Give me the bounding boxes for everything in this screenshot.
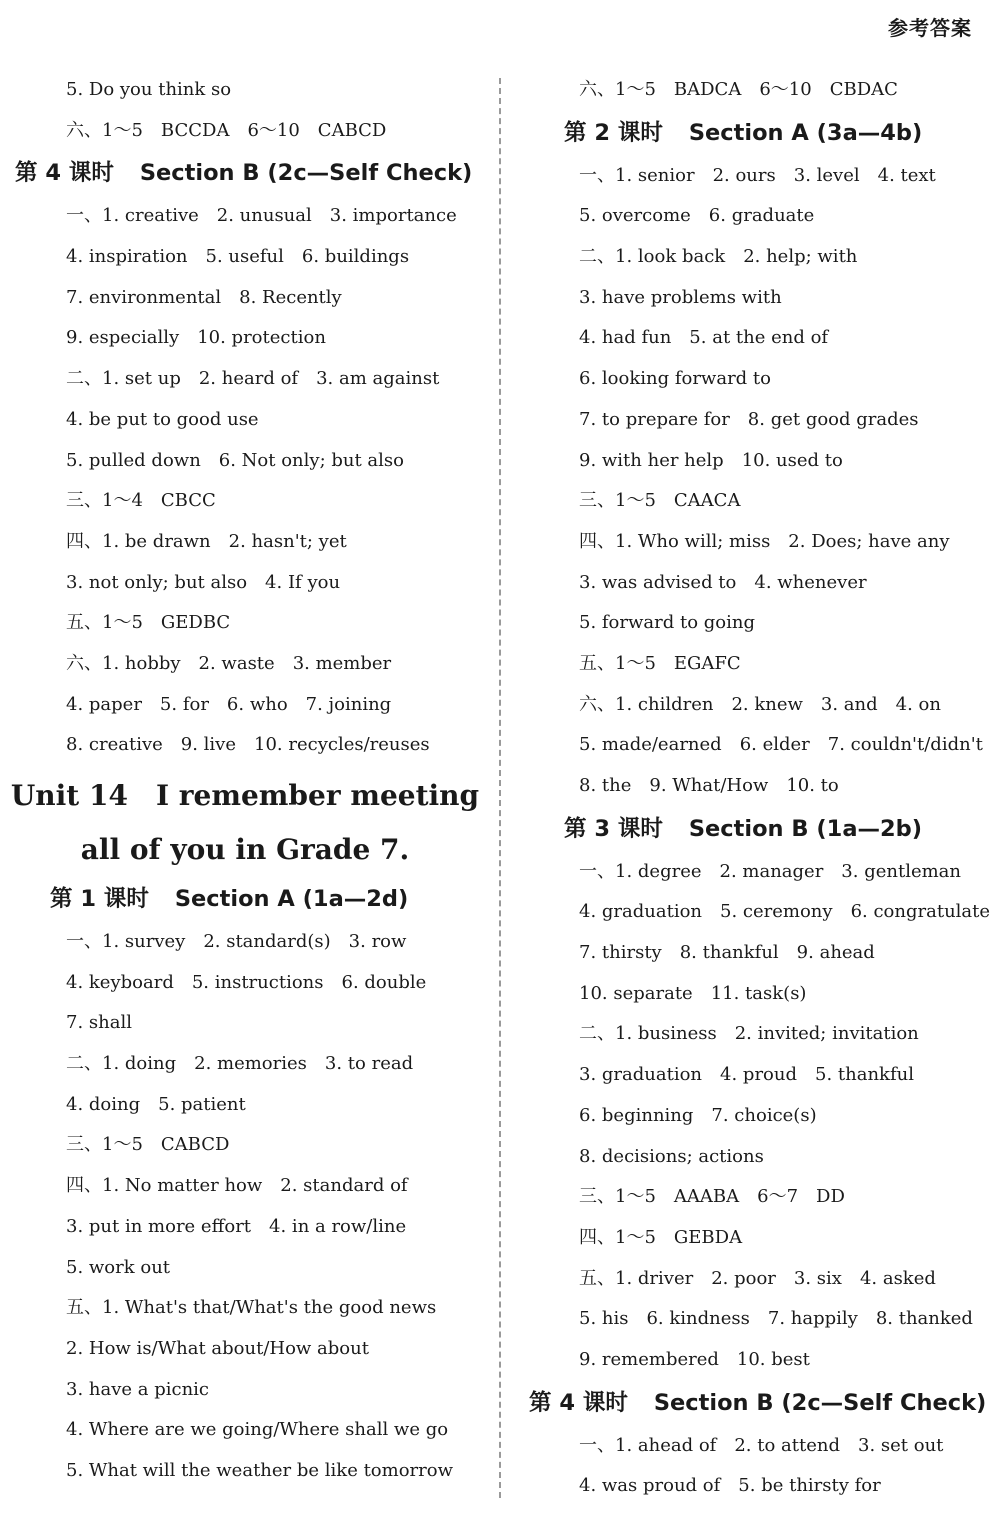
answer-line: 4. graduation 5. ceremony 6. congratulate bbox=[579, 901, 991, 923]
answer-line: 7. to prepare for 8. get good grades bbox=[579, 408, 919, 430]
answer-line: 2. How is/What about/How about bbox=[66, 1337, 369, 1359]
answer-line: 一、1. creative 2. unusual 3. importance bbox=[66, 205, 457, 227]
answer-line: 5. pulled down 6. Not only; but also bbox=[66, 449, 404, 471]
lesson-label: 第 4 课时 bbox=[15, 160, 114, 187]
answer-line: 4. be put to good use bbox=[66, 408, 259, 430]
lesson-heading bbox=[0, 151, 490, 196]
lesson-heading bbox=[0, 877, 490, 922]
lesson-heading bbox=[512, 111, 1000, 156]
answer-line: 6. looking forward to bbox=[579, 368, 771, 390]
answer-line: 四、1. No matter how 2. standard of bbox=[66, 1175, 408, 1197]
answer-line: 五、1. driver 2. poor 3. six 4. asked bbox=[579, 1267, 936, 1289]
answer-line: 8. decisions; actions bbox=[579, 1145, 764, 1167]
lesson-heading bbox=[512, 1381, 1000, 1426]
answer-line: 3. have problems with bbox=[579, 286, 782, 308]
answer-line: 3. have a picnic bbox=[66, 1378, 210, 1400]
answer-line: 10. separate 11. task(s) bbox=[579, 982, 807, 1004]
section-label: Section A (3a—4b) bbox=[688, 119, 923, 146]
answer-line: 六、1～5 BADCA 6～10 CBDAC bbox=[579, 79, 898, 100]
answer-line: 5. overcome 6. graduate bbox=[579, 205, 815, 227]
answer-line: 二、1. set up 2. heard of 3. am against bbox=[66, 368, 440, 390]
answer-line: 3. put in more effort 4. in a row/line bbox=[66, 1215, 407, 1237]
answer-line: 4. keyboard 5. instructions 6. double bbox=[66, 971, 427, 993]
answer-line: 4. Where are we going/Where shall we go bbox=[66, 1419, 449, 1441]
answer-line: 3. not only; but also 4. If you bbox=[66, 571, 341, 593]
right-answer-list bbox=[512, 70, 1000, 1507]
left-answer-list-after-unit bbox=[0, 877, 490, 1492]
answer-line: 六、1. hobby 2. waste 3. member bbox=[66, 652, 392, 674]
column-divider bbox=[499, 78, 501, 1498]
page-header-title: 参考答案 bbox=[888, 16, 972, 40]
answer-line: 7. environmental 8. Recently bbox=[66, 286, 342, 308]
lesson-heading bbox=[512, 807, 1000, 852]
section-label: Section B (2c—Self Check) bbox=[653, 1389, 987, 1416]
answer-line: 四、1. be drawn 2. hasn't; yet bbox=[66, 530, 347, 552]
left-answer-list bbox=[0, 70, 490, 766]
answer-line: 四、1. Who will; miss 2. Does; have any bbox=[579, 530, 950, 552]
unit-title-line-1: Unit 14 I remember meeting bbox=[10, 779, 480, 812]
answer-line: 五、1～5 GEDBC bbox=[66, 612, 231, 634]
answer-line: 三、1～4 CBCC bbox=[66, 490, 216, 512]
answer-line: 三、1～5 CABCD bbox=[66, 1134, 230, 1156]
answer-line: 一、1. senior 2. ours 3. level 4. text bbox=[579, 164, 936, 186]
lesson-label: 第 4 课时 bbox=[529, 1389, 628, 1416]
answer-line: 5. his 6. kindness 7. happily 8. thanked bbox=[579, 1308, 973, 1330]
answer-line: 一、1. ahead of 2. to attend 3. set out bbox=[579, 1434, 944, 1456]
answer-line: 五、1～5 EGAFC bbox=[579, 652, 741, 674]
answer-line: 5. Do you think so bbox=[66, 79, 232, 100]
answer-line: 三、1～5 AAABA 6～7 DD bbox=[579, 1186, 845, 1208]
answer-line: 六、1. children 2. knew 3. and 4. on bbox=[579, 693, 941, 715]
answer-line: 3. graduation 4. proud 5. thankful bbox=[579, 1064, 914, 1086]
answer-line: 3. was advised to 4. whenever bbox=[579, 571, 867, 593]
answer-line: 四、1～5 GEBDA bbox=[579, 1226, 743, 1248]
unit-title-line-2: all of you in Grade 7. bbox=[80, 833, 410, 866]
answer-line: 一、1. degree 2. manager 3. gentleman bbox=[579, 860, 961, 882]
answer-line: 五、1. What's that/What's the good news bbox=[66, 1297, 437, 1319]
answer-line: 5. work out bbox=[66, 1256, 171, 1278]
answer-line: 4. had fun 5. at the end of bbox=[579, 327, 829, 349]
answer-line: 7. thirsty 8. thankful 9. ahead bbox=[579, 942, 875, 964]
answer-line: 三、1～5 CAACA bbox=[579, 490, 741, 512]
answer-line: 4. paper 5. for 6. who 7. joining bbox=[66, 693, 392, 715]
answer-line: 8. creative 9. live 10. recycles/reuses bbox=[66, 734, 430, 756]
answer-line: 4. doing 5. patient bbox=[66, 1093, 246, 1115]
answer-line: 二、1. doing 2. memories 3. to read bbox=[66, 1053, 414, 1075]
lesson-label: 第 3 课时 bbox=[564, 815, 663, 842]
answer-line: 9. remembered 10. best bbox=[579, 1348, 810, 1370]
left-column bbox=[0, 70, 490, 1492]
answer-line: 6. beginning 7. choice(s) bbox=[579, 1104, 817, 1126]
section-label: Section A (1a—2d) bbox=[174, 886, 409, 912]
lesson-label: 第 2 课时 bbox=[564, 119, 663, 146]
answer-line: 8. the 9. What/How 10. to bbox=[579, 775, 839, 796]
answer-line: 六、1～5 BCCDA 6～10 CABCD bbox=[66, 119, 387, 141]
section-label: Section B (1a—2b) bbox=[688, 815, 923, 842]
answer-line: 一、1. survey 2. standard(s) 3. row bbox=[66, 931, 407, 952]
section-label: Section B (2c—Self Check) bbox=[139, 160, 473, 187]
answer-line: 5. What will the weather be like tomorrow bbox=[66, 1459, 453, 1481]
answer-line: 9. especially 10. protection bbox=[66, 327, 326, 349]
answer-line: 4. was proud of 5. be thirsty for bbox=[579, 1475, 881, 1497]
answer-line: 5. forward to going bbox=[579, 612, 756, 634]
lesson-label: 第 1 课时 bbox=[50, 886, 149, 912]
answer-line: 4. inspiration 5. useful 6. buildings bbox=[66, 246, 410, 268]
answer-line: 9. with her help 10. used to bbox=[579, 449, 843, 471]
answer-line: 二、1. business 2. invited; invitation bbox=[579, 1023, 919, 1045]
answer-line: 7. shall bbox=[66, 1012, 132, 1034]
answer-line: 5. made/earned 6. elder 7. couldn't/didn't bbox=[579, 734, 983, 756]
right-column bbox=[512, 70, 1000, 1507]
answer-line: 二、1. look back 2. help; with bbox=[579, 246, 858, 268]
